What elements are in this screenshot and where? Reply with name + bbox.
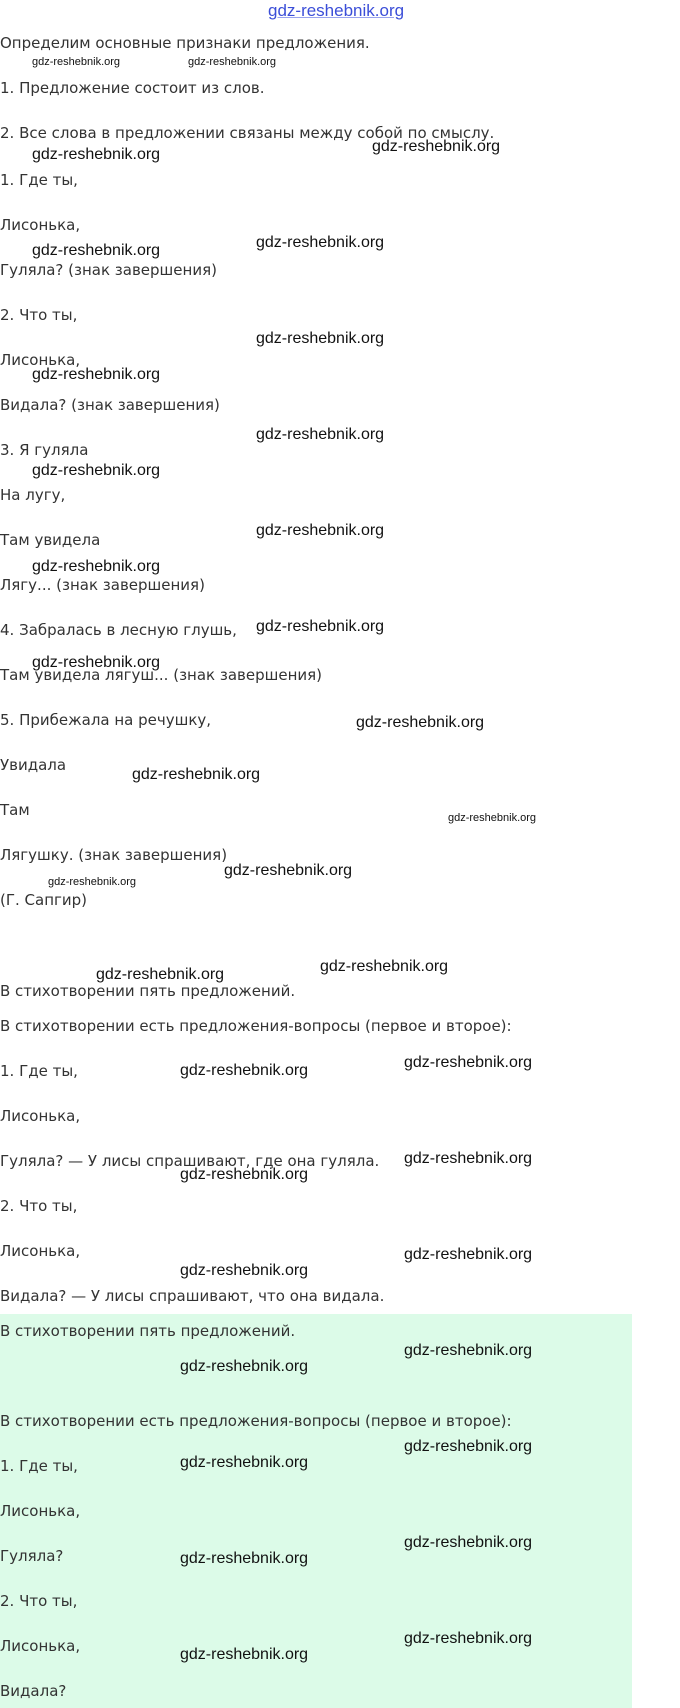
answer-line: Гуляла?	[0, 1547, 64, 1565]
watermark: gdz-reshebnik.org	[32, 654, 161, 671]
watermark: gdz-reshebnik.org	[180, 1358, 309, 1375]
answer-line: 1. Где ты,	[0, 1457, 78, 1475]
sign-1: 1. Предложение состоит из слов.	[0, 79, 265, 97]
watermark: gdz-reshebnik.org	[132, 766, 261, 783]
poem-line: 1. Где ты,	[0, 171, 78, 189]
answer-line: В стихотворении есть предложения-вопросы (первое и второе):	[0, 1412, 512, 1430]
analysis-line: Лисонька,	[0, 1242, 81, 1260]
watermark: gdz-reshebnik.org	[256, 234, 385, 251]
watermark: gdz-reshebnik.org	[256, 330, 385, 347]
analysis-line: В стихотворении пять предложений.	[0, 982, 296, 1000]
watermark: gdz-reshebnik.org	[48, 876, 137, 888]
watermark: gdz-reshebnik.org	[32, 146, 161, 163]
poem-line: На лугу,	[0, 486, 66, 504]
poem-line: Лисонька,	[0, 351, 81, 369]
analysis-line: Лисонька,	[0, 1107, 81, 1125]
poem-line: Видала? (знак завершения)	[0, 396, 220, 414]
analysis-line: В стихотворении есть предложения-вопросы (первое и второе):	[0, 1017, 512, 1035]
analysis-line: Видала? — У лисы спрашивают, что она видала.	[0, 1287, 385, 1305]
watermark: gdz-reshebnik.org	[404, 1342, 533, 1359]
watermark: gdz-reshebnik.org	[188, 56, 277, 68]
watermark: gdz-reshebnik.org	[256, 522, 385, 539]
watermark: gdz-reshebnik.org	[180, 1262, 309, 1279]
watermark: gdz-reshebnik.org	[32, 558, 161, 575]
sign-2: 2. Все слова в предложении связаны между собой по смыслу.	[0, 124, 495, 142]
poem-line: Там	[0, 801, 30, 819]
poem-line: Гуляла? (знак завершения)	[0, 261, 217, 279]
watermark: gdz-reshebnik.org	[356, 714, 485, 731]
watermark: gdz-reshebnik.org	[404, 1534, 533, 1551]
watermark: gdz-reshebnik.org	[404, 1054, 533, 1071]
watermark-top: gdz-reshebnik.org	[268, 1, 405, 20]
watermark: gdz-reshebnik.org	[256, 426, 385, 443]
watermark: gdz-reshebnik.org	[404, 1438, 533, 1455]
poem-line: Там увидела	[0, 531, 101, 549]
watermark: gdz-reshebnik.org	[224, 862, 353, 879]
watermark: gdz-reshebnik.org	[256, 618, 385, 635]
watermark: gdz-reshebnik.org	[404, 1630, 533, 1647]
watermark: gdz-reshebnik.org	[180, 1646, 309, 1663]
analysis-line: 2. Что ты,	[0, 1197, 78, 1215]
answer-line: Лисонька,	[0, 1502, 81, 1520]
watermark: gdz-reshebnik.org	[32, 366, 161, 383]
poem-line: Увидала	[0, 756, 67, 774]
poem-line: Лягушку. (знак завершения)	[0, 846, 228, 864]
watermark: gdz-reshebnik.org	[404, 1150, 533, 1167]
watermark: gdz-reshebnik.org	[32, 242, 161, 259]
watermark: gdz-reshebnik.org	[448, 812, 537, 824]
analysis-line: 1. Где ты,	[0, 1062, 78, 1080]
watermark: gdz-reshebnik.org	[180, 1166, 309, 1183]
poem-line: Там увидела лягуш... (знак завершения)	[0, 666, 323, 684]
watermark: gdz-reshebnik.org	[180, 1454, 309, 1471]
watermark: gdz-reshebnik.org	[32, 462, 161, 479]
poem-line: Лисонька,	[0, 216, 81, 234]
answer-line: В стихотворении пять предложений.	[0, 1322, 296, 1340]
poem-line: 4. Забралась в лесную глушь,	[0, 621, 237, 639]
watermark: gdz-reshebnik.org	[180, 1550, 309, 1567]
poem-line: 5. Прибежала на речушку,	[0, 711, 212, 729]
poem-author: (Г. Сапгир)	[0, 891, 88, 909]
watermark: gdz-reshebnik.org	[96, 966, 225, 983]
watermark: gdz-reshebnik.org	[404, 1246, 533, 1263]
answer-line: 2. Что ты,	[0, 1592, 78, 1610]
answer-highlight-box	[0, 1314, 632, 1708]
poem-line: 3. Я гуляла	[0, 441, 89, 459]
poem-line: 2. Что ты,	[0, 306, 78, 324]
analysis-line: Гуляла? — У лисы спрашивают, где она гуляла.	[0, 1152, 380, 1170]
watermark: gdz-reshebnik.org	[320, 958, 449, 975]
watermark: gdz-reshebnik.org	[372, 138, 501, 155]
poem-line: Лягу... (знак завершения)	[0, 576, 205, 594]
watermark: gdz-reshebnik.org	[180, 1062, 309, 1079]
answer-line: Лисонька,	[0, 1637, 81, 1655]
intro-title: Определим основные признаки предложения.	[0, 34, 370, 52]
answer-line: Видала?	[0, 1682, 67, 1700]
watermark: gdz-reshebnik.org	[32, 56, 121, 68]
